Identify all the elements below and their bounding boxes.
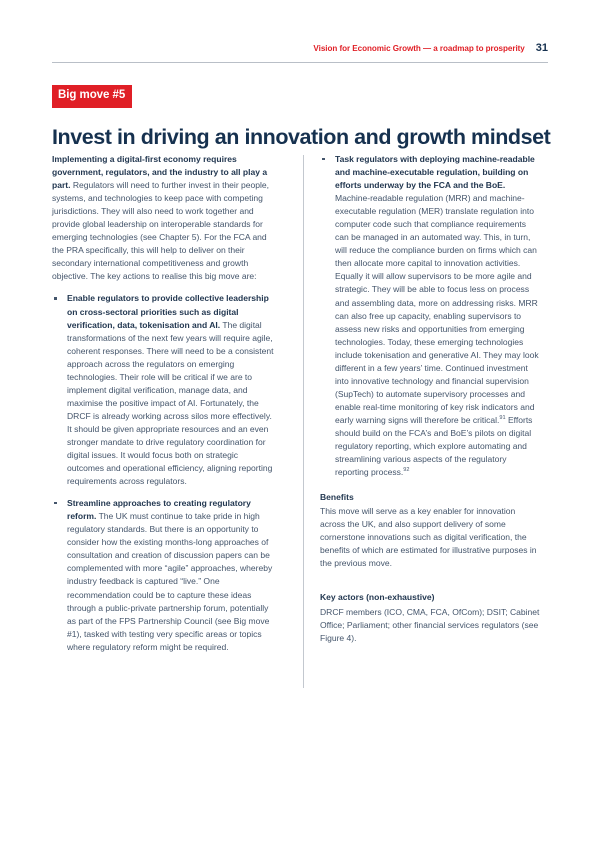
running-header-title: Vision for Economic Growth — a roadmap to prosperity <box>313 44 525 53</box>
running-header <box>52 42 548 54</box>
benefits-text: This move will serve as a key enabler for innovation across the UK, and also support delivery of some cornerstone innovations such as digital verification, the benefits of which are estimated for illustrative purposes in the previous move. <box>320 506 537 569</box>
bullet-lead: Streamline approaches to creating regulatory reform. <box>67 498 251 522</box>
key-actors-text: DRCF members (ICO, CMA, FCA, OfCom); DSIT; Cabinet Office; Parliament; other financial services regulators (see Figure 4). <box>320 606 540 643</box>
intro-paragraph <box>52 153 274 283</box>
page-number: 31 <box>535 42 548 54</box>
bullet-lead: Task regulators with deploying machine-readable and machine-executable regulation, building on efforts underway by the FCA and the BoE. <box>335 154 535 191</box>
benefits-heading: Benefits <box>320 492 354 503</box>
section-spacer <box>320 479 542 491</box>
bullet-rest: The digital transformations of the next few years will require agile, coherent responses. There will need to be a consistent approach across the regulators on emerging technologies. Their role will be critical if we are to implement digital verification, manage data, and maximise the positive impact of AI. Fortunately, the DRCF is already working across silos more effectively. It should be given appropriate resources and an even stronger mandate to drive regulatory coordination for digital issues. It would focus both on strategic outcomes and operational efficiency, aligning reporting requirements across regulators. <box>67 319 274 487</box>
list-item <box>320 153 542 479</box>
right-bullet-list <box>320 153 542 479</box>
big-move-badge: Big move #5 <box>52 85 132 108</box>
bullet-rest: The UK must continue to take pride in high regulatory standards. But there is an opportunity to consider how the existing months-long approaches of consultation and creation of discussion papers can be complemented with more “agile” approaches, whereby industry feedback is captured “live.” One recommendation could be to capture these ideas through a public-private partnership forum, potentially as part of the FPS Partnership Council (see Big move #1), tasked with testing very specific areas or topics where regulatory reform might be required. <box>67 511 273 652</box>
list-item <box>52 497 274 654</box>
bullet-marker-icon <box>54 297 57 300</box>
right-column <box>320 153 542 654</box>
footnote-ref-92[interactable]: 92 <box>403 466 410 473</box>
intro-rest: Regulators will need to further invest in their people, systems, and technologies to keep pace with competing jurisdictions. They will also need to work together and provide global leadership on interoperable standards for emerging technologies (see Chapter 5). For the FCA and the PRA specifically, this will help to deliver on their secondary international competitiveness and growth objective. The key actions to realise this big move are: <box>52 180 269 282</box>
section-spacer <box>320 579 542 591</box>
page-title: Invest in driving an innovation and growth mindset <box>52 125 551 150</box>
bullet-marker-icon <box>322 158 325 161</box>
bullet-marker-icon <box>54 502 57 505</box>
bullet-lead: Enable regulators to provide collective leadership on cross-sectoral priorities such as digital verification, data, tokenisation and AI. <box>67 293 269 330</box>
intro-lead: Implementing a digital-first economy requires government, regulators, and the industry to all play a part. <box>52 154 268 191</box>
key-actors-heading: Key actors (non-exhaustive) <box>320 592 435 603</box>
bullet-rest-b: Efforts should build on the FCA’s and BoE’s pilots on digital regulatory reporting, which explore automating and streamlining various aspects of the regulatory reporting process. <box>335 414 533 478</box>
header-divider-rule <box>52 62 548 63</box>
column-divider <box>303 155 304 688</box>
left-bullet-list <box>52 292 274 653</box>
left-column <box>52 153 274 654</box>
footnote-ref-91[interactable]: 91 <box>499 414 506 421</box>
list-item <box>52 292 274 488</box>
bullet-rest-a: Machine-readable regulation (MRR) and machine-executable regulation (MER) translate regulation into computer code such that compliance requirements can be managed in an automated way. This, in turn, will reduce the compliance burden on firms which can then allocate more capital to innovation activities. Equally it will allow supervisors to be more agile and strategic. They will be able to focus less on process and assembling data, more on addressing risks. MRR can also free up capacity, enabling supervisors to assess new risks and opportunities from emerging technologies. Today, these emerging technologies include tokenisation and generative AI. They may look different in a few years’ time. Continued investment into innovative technology and financial supervision (SupTech) to automate supervisory processes and enable real-time monitoring of key risk indicators and early warning signs will therefore be critical. <box>335 193 539 425</box>
